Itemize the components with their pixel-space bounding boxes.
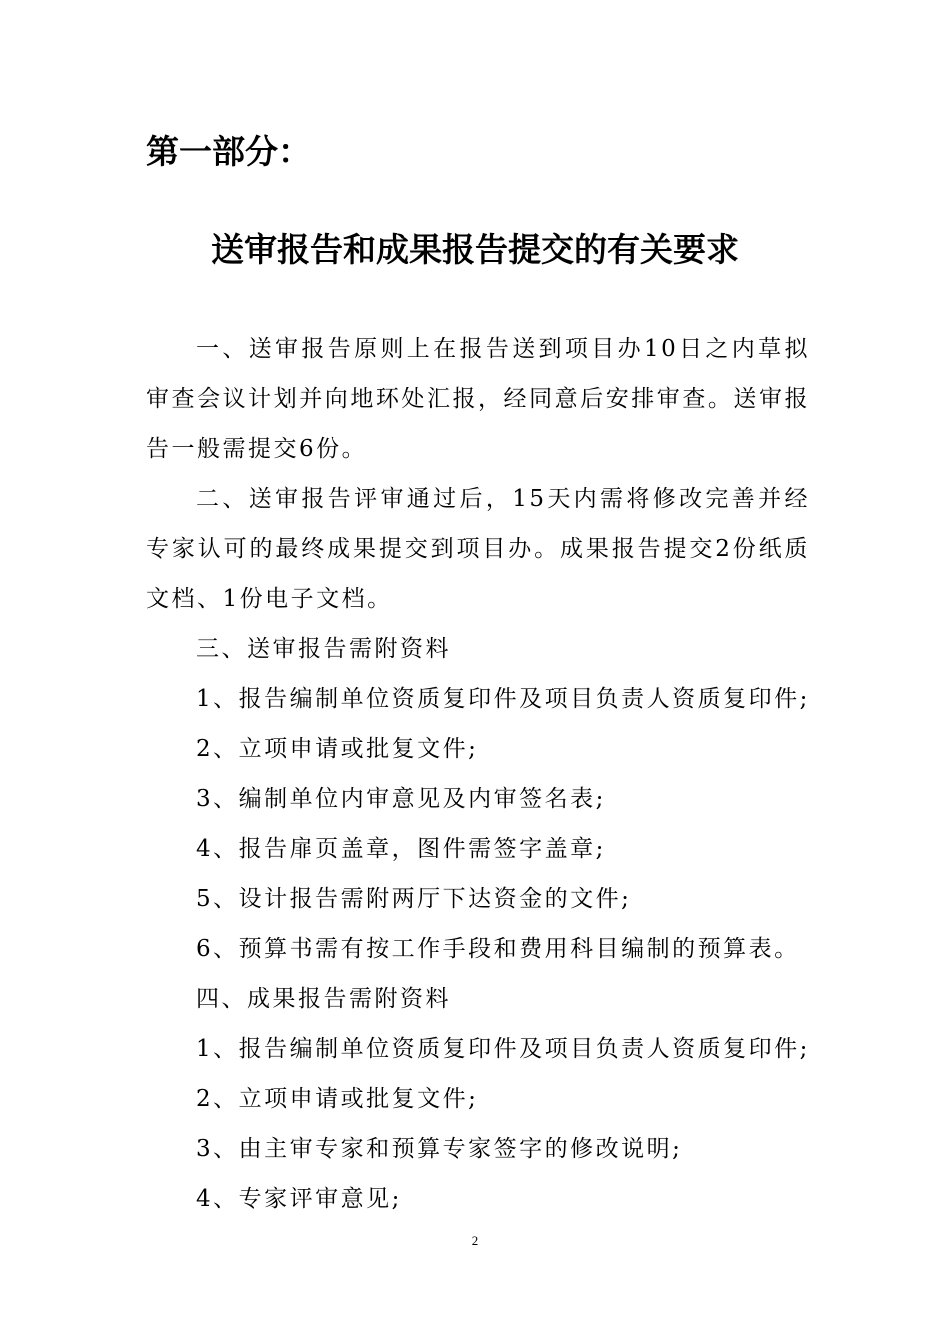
document-body (146, 324, 810, 1224)
list-item: 4、专家评审意见; (196, 1186, 402, 1212)
list-item: 1、报告编制单位资质复印件及项目负责人资质复印件; (196, 1036, 810, 1062)
paragraph-final-submission: 二、送审报告评审通过后，15天内需将修改完善并经专家认可的最终成果提交到项目办。成果报告提交2份纸质文档、1份电子文档。 (146, 486, 810, 612)
part-title: 第一部分： (146, 132, 311, 171)
list-item: 5、设计报告需附两厅下达资金的文件; (196, 886, 632, 912)
list-item: 1、报告编制单位资质复印件及项目负责人资质复印件; (196, 686, 810, 712)
paragraph-submission-review: 一、送审报告原则上在报告送到项目办10日之内草拟审查会议计划并向地环处汇报，经同意后安排审查。送审报告一般需提交6份。 (146, 336, 810, 462)
list-item: 2、立项申请或批复文件; (196, 1086, 479, 1112)
list-item: 3、编制单位内审意见及内审签名表; (196, 786, 606, 812)
list-item: 3、由主审专家和预算专家签字的修改说明; (196, 1136, 683, 1162)
list-item: 2、立项申请或批复文件; (196, 736, 479, 762)
list-item: 6、预算书需有按工作手段和费用科目编制的预算表。 (196, 936, 800, 962)
section3-heading: 三、送审报告需附资料 (196, 636, 451, 662)
document-title: 送审报告和成果报告提交的有关要求 (211, 230, 739, 269)
list-item: 4、报告扉页盖章，图件需签字盖章; (196, 836, 606, 862)
page-number: 2 (471, 1233, 479, 1248)
section4-heading: 四、成果报告需附资料 (196, 986, 451, 1012)
